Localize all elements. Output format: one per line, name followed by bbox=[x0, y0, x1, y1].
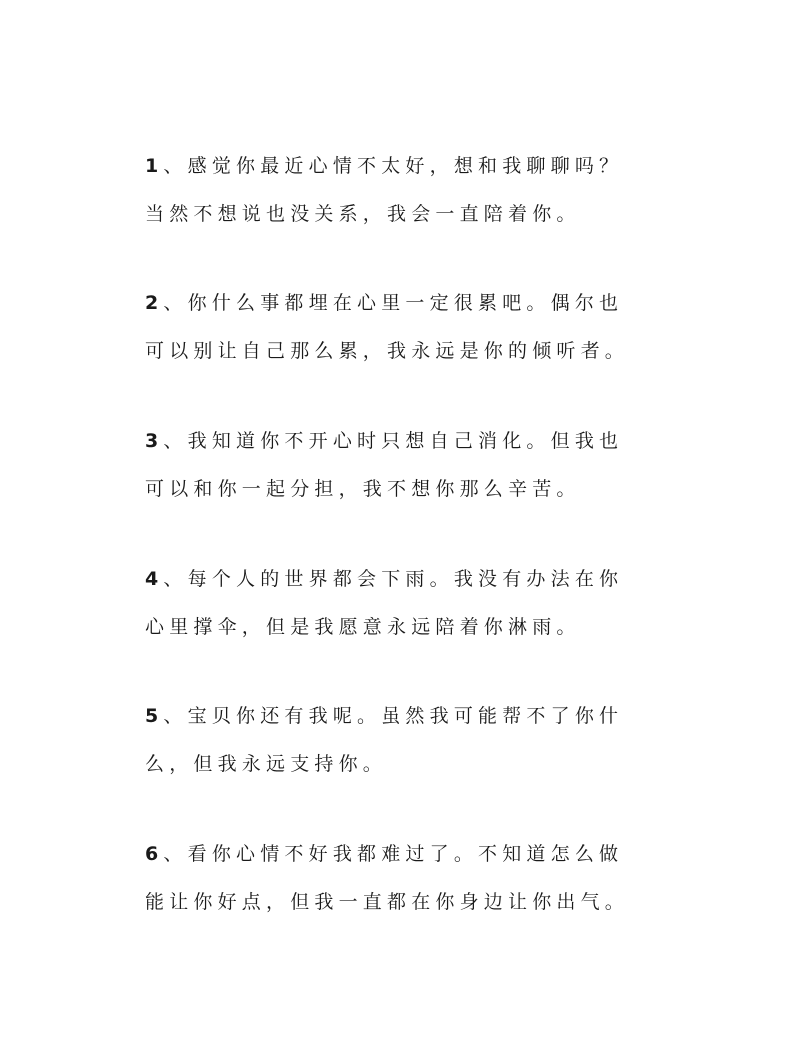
list-item bbox=[145, 564, 665, 642]
item-separator: 、 bbox=[163, 843, 188, 865]
item-number: 6 bbox=[145, 843, 164, 865]
item-number: 1 bbox=[145, 155, 164, 177]
item-separator: 、 bbox=[163, 705, 188, 727]
item-text: 感觉你最近心情不太好，想和我聊聊吗？ bbox=[187, 155, 624, 177]
item-first-line bbox=[145, 426, 665, 456]
item-separator: 、 bbox=[163, 292, 188, 314]
item-first-line bbox=[145, 288, 665, 318]
item-separator: 、 bbox=[163, 568, 188, 590]
item-text: 你什么事都埋在心里一定很累吧。偶尔也 bbox=[187, 292, 624, 314]
item-first-line bbox=[145, 151, 665, 181]
item-text: 看你心情不好我都难过了。不知道怎么做 bbox=[187, 843, 624, 865]
list-item bbox=[145, 426, 665, 504]
item-number: 3 bbox=[145, 430, 164, 452]
item-text: 每个人的世界都会下雨。我没有办法在你 bbox=[187, 568, 624, 590]
item-first-line bbox=[145, 564, 665, 594]
item-second-line: 能让你好点，但我一直都在你身边让你出气。 bbox=[145, 891, 630, 913]
item-first-line bbox=[145, 701, 665, 731]
item-second-line: 么，但我永远支持你。 bbox=[145, 753, 388, 775]
item-second-line: 可以和你一起分担，我不想你那么辛苦。 bbox=[145, 478, 581, 500]
item-second-line: 心里撑伞，但是我愿意永远陪着你淋雨。 bbox=[145, 616, 581, 638]
list-item bbox=[145, 839, 665, 917]
list-item bbox=[145, 151, 665, 229]
list-item bbox=[145, 288, 665, 366]
item-second-line: 当然不想说也没关系，我会一直陪着你。 bbox=[145, 203, 581, 225]
item-text: 宝贝你还有我呢。虽然我可能帮不了你什 bbox=[187, 705, 624, 727]
item-number: 4 bbox=[145, 568, 164, 590]
item-separator: 、 bbox=[163, 155, 188, 177]
item-number: 2 bbox=[145, 292, 164, 314]
item-second-line: 可以别让自己那么累，我永远是你的倾听者。 bbox=[145, 340, 630, 362]
item-text: 我知道你不开心时只想自己消化。但我也 bbox=[187, 430, 624, 452]
list-item bbox=[145, 701, 665, 779]
item-first-line bbox=[145, 839, 665, 869]
item-separator: 、 bbox=[163, 430, 188, 452]
item-number: 5 bbox=[145, 705, 164, 727]
